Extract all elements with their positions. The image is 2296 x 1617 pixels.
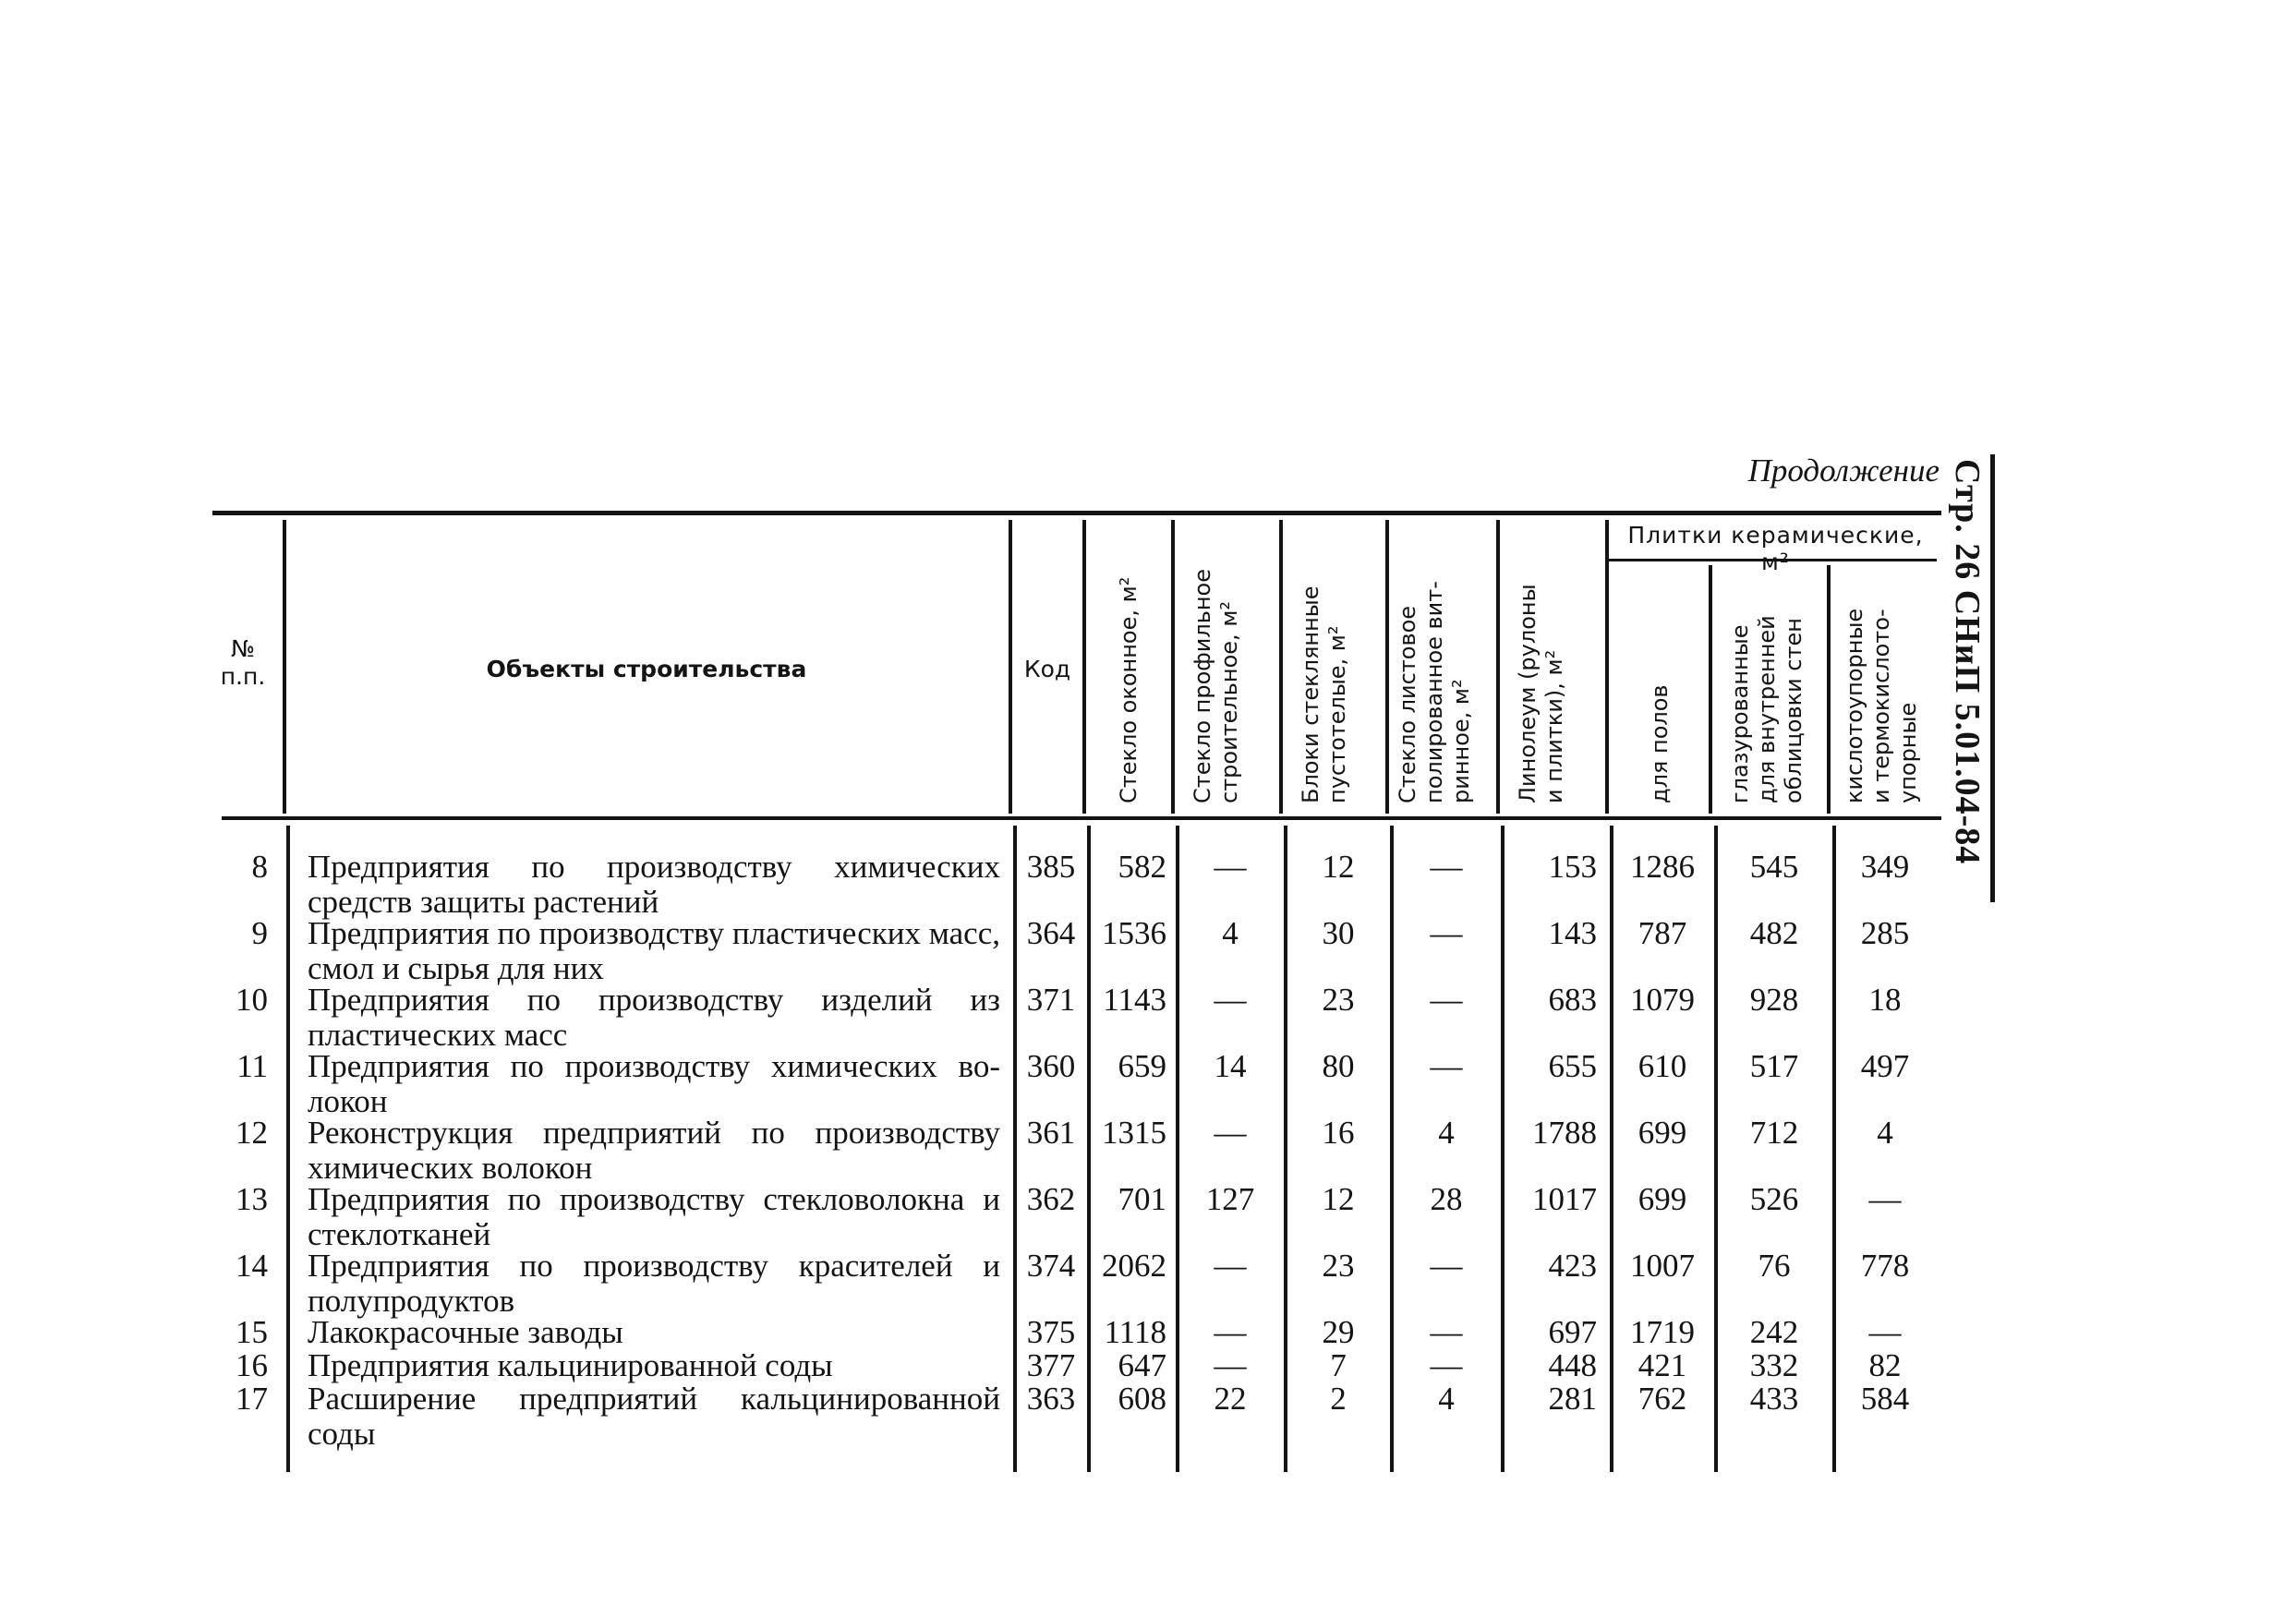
glass-blocks-cell: 12	[1322, 849, 1355, 885]
linoleum-cell: 423	[1548, 1248, 1597, 1284]
glass-blocks-cell: 30	[1322, 915, 1355, 951]
row-number: 13	[236, 1181, 268, 1217]
code-cell: 371	[1026, 982, 1076, 1018]
glass-profile-cell: —	[1214, 982, 1247, 1018]
col-divider	[1009, 520, 1012, 814]
linoleum-cell: 143	[1548, 915, 1597, 951]
header-code: Код	[1023, 656, 1071, 682]
glass-polished-cell: 28	[1430, 1181, 1463, 1217]
tiles-glazed-cell: 526	[1749, 1181, 1799, 1217]
header-tiles-floor: для полов	[1647, 684, 1673, 803]
glass-profile-cell: —	[1214, 1115, 1247, 1151]
linoleum-cell: 448	[1548, 1347, 1597, 1383]
linoleum-cell: 153	[1548, 849, 1597, 885]
object-name: Предприятия по производству химических средств защиты растений	[308, 849, 1000, 920]
code-cell: 362	[1026, 1181, 1076, 1217]
glass-window-cell: 1118	[1104, 1314, 1166, 1350]
linoleum-cell: 1017	[1532, 1181, 1597, 1217]
object-name: Предприятия по производству красителей и полупродуктов	[308, 1248, 1000, 1319]
glass-blocks-cell: 2	[1330, 1381, 1347, 1417]
glass-polished-cell: 4	[1438, 1381, 1455, 1417]
code-cell: 364	[1026, 915, 1076, 951]
tiles-floor-cell: 1079	[1630, 982, 1695, 1018]
object-name: Предприятия по производству стекловолокна и стеклотканей	[308, 1181, 1000, 1252]
glass-window-cell: 1143	[1103, 982, 1166, 1018]
tiles-glazed-cell: 928	[1749, 982, 1799, 1018]
glass-blocks-cell: 7	[1330, 1347, 1347, 1383]
tiles-floor-cell: 1719	[1630, 1314, 1695, 1350]
code-cell: 374	[1026, 1248, 1076, 1284]
glass-window-cell: 1315	[1102, 1115, 1166, 1151]
header-tiles-glazed: глазурованные для внутренней облицовки стен	[1727, 615, 1807, 803]
glass-polished-cell: —	[1430, 915, 1463, 951]
tiles-floor-cell: 699	[1637, 1115, 1687, 1151]
tiles-acid-cell: 349	[1860, 849, 1910, 885]
header-linoleum: Линолеум (рулоны и плитки), м²	[1515, 584, 1567, 803]
tiles-acid-cell: 4	[1877, 1115, 1893, 1151]
row-number: 10	[236, 982, 268, 1018]
glass-profile-cell: —	[1214, 1347, 1247, 1383]
col-divider	[1171, 520, 1175, 814]
tiles-glazed-cell: 482	[1749, 915, 1799, 951]
header-glass-window: Стекло оконное, м²	[1116, 576, 1142, 803]
continuation-label: Продолжение	[1747, 453, 1940, 489]
tiles-glazed-cell: 332	[1749, 1347, 1799, 1383]
row-number: 17	[236, 1381, 268, 1417]
tiles-floor-cell: 699	[1637, 1181, 1687, 1217]
linoleum-cell: 683	[1548, 982, 1597, 1018]
glass-blocks-cell: 23	[1322, 1248, 1355, 1284]
tiles-floor-cell: 421	[1637, 1347, 1687, 1383]
glass-window-cell: 1536	[1102, 915, 1166, 951]
object-name: Предприятия по производству изделий из пластических масс	[308, 982, 1000, 1053]
tiles-acid-cell: 497	[1860, 1048, 1910, 1084]
glass-blocks-cell: 29	[1322, 1314, 1355, 1350]
row-number: 12	[236, 1115, 268, 1151]
col-divider	[1605, 520, 1609, 814]
glass-polished-cell: —	[1430, 1248, 1463, 1284]
tiles-floor-cell: 610	[1637, 1048, 1687, 1084]
object-name: Предприятия по производству химических во-локон	[308, 1048, 1000, 1119]
glass-polished-cell: —	[1430, 1048, 1463, 1084]
tiles-glazed-cell: 517	[1749, 1048, 1799, 1084]
glass-window-cell: 582	[1118, 849, 1166, 885]
code-cell: 375	[1026, 1314, 1076, 1350]
col-divider	[1496, 520, 1500, 814]
header-bottom-rule	[222, 816, 1941, 820]
header-glass-profile: Стекло профильное строительное, м²	[1190, 568, 1242, 803]
row-number: 11	[236, 1048, 268, 1084]
linoleum-cell: 1788	[1532, 1115, 1597, 1151]
glass-polished-cell: —	[1430, 1314, 1463, 1350]
col-divider	[1827, 565, 1831, 814]
col-divider	[286, 826, 290, 1472]
header-tiles-group: Плитки керамические, м²	[1627, 522, 1924, 575]
glass-polished-cell: —	[1430, 849, 1463, 885]
row-number: 15	[236, 1314, 268, 1350]
code-cell: 385	[1026, 849, 1076, 885]
row-number: 8	[251, 849, 268, 885]
row-number: 9	[251, 915, 268, 951]
side-page-header: Стр. 26 СНиП 5.01.04-84	[1948, 459, 1987, 865]
tiles-acid-cell: —	[1868, 1181, 1902, 1217]
tiles-floor-cell: 787	[1637, 915, 1687, 951]
glass-window-cell: 647	[1118, 1347, 1166, 1383]
glass-window-cell: 608	[1118, 1381, 1166, 1417]
col-divider	[1385, 520, 1389, 814]
glass-profile-cell: —	[1214, 1248, 1247, 1284]
glass-profile-cell: 22	[1214, 1381, 1247, 1417]
tiles-acid-cell: 82	[1868, 1347, 1902, 1383]
object-name: Предприятия кальцинированной соды	[308, 1347, 833, 1383]
glass-window-cell: 2062	[1102, 1248, 1166, 1284]
col-divider	[1709, 565, 1712, 814]
header-glass-blocks: Блоки стеклянные пустотелые, м²	[1298, 585, 1350, 803]
tiles-glazed-cell: 545	[1749, 849, 1799, 885]
linoleum-cell: 697	[1548, 1314, 1597, 1350]
glass-window-cell: 659	[1118, 1048, 1166, 1084]
code-cell: 361	[1026, 1115, 1076, 1151]
object-name: Лакокрасочные заводы	[308, 1314, 623, 1350]
tiles-glazed-cell: 76	[1758, 1248, 1791, 1284]
tiles-acid-cell: 285	[1860, 915, 1910, 951]
tiles-glazed-cell: 712	[1749, 1115, 1799, 1151]
glass-blocks-cell: 16	[1322, 1115, 1355, 1151]
header-num: № п.п.	[220, 635, 266, 690]
glass-polished-cell: —	[1430, 982, 1463, 1018]
glass-blocks-cell: 80	[1322, 1048, 1355, 1084]
tiles-acid-cell: 778	[1860, 1248, 1910, 1284]
tiles-acid-cell: 584	[1860, 1381, 1910, 1417]
glass-profile-cell: 4	[1222, 915, 1239, 951]
tiles-floor-cell: 1007	[1630, 1248, 1695, 1284]
object-name: Расширение предприятий кальцинированной соды	[308, 1381, 1000, 1452]
object-name: Реконструкция предприятий по производству химических волокон	[308, 1115, 1000, 1186]
header-objects: Объекты строительства	[486, 656, 807, 682]
glass-polished-cell: —	[1430, 1347, 1463, 1383]
glass-profile-cell: —	[1214, 1314, 1247, 1350]
code-cell: 363	[1026, 1381, 1076, 1417]
tiles-acid-cell: 18	[1868, 982, 1902, 1018]
tiles-acid-cell: —	[1868, 1314, 1902, 1350]
linoleum-cell: 281	[1548, 1381, 1597, 1417]
header-glass-polished: Стекло листовое полированное вит- ринное, м²	[1395, 581, 1474, 803]
code-cell: 360	[1026, 1048, 1076, 1084]
glass-blocks-cell: 23	[1322, 982, 1355, 1018]
glass-profile-cell: —	[1214, 849, 1247, 885]
tiles-glazed-cell: 433	[1749, 1381, 1799, 1417]
side-rule	[1990, 454, 1995, 902]
col-divider	[283, 520, 286, 814]
col-divider	[1082, 520, 1086, 814]
glass-profile-cell: 127	[1205, 1181, 1255, 1217]
col-divider	[1279, 520, 1283, 814]
top-rule	[212, 511, 1941, 515]
object-name: Предприятия по производству пластических масс, смол и сырья для них	[308, 915, 1000, 986]
row-number: 14	[236, 1248, 268, 1284]
header-tiles-acid: кислотоупорные и термокислото- упорные	[1842, 608, 1921, 803]
glass-blocks-cell: 12	[1322, 1181, 1355, 1217]
code-cell: 377	[1026, 1347, 1076, 1383]
tiles-glazed-cell: 242	[1749, 1314, 1799, 1350]
glass-profile-cell: 14	[1214, 1048, 1247, 1084]
linoleum-cell: 655	[1548, 1048, 1597, 1084]
tiles-floor-cell: 762	[1637, 1381, 1687, 1417]
glass-window-cell: 701	[1118, 1181, 1166, 1217]
glass-polished-cell: 4	[1438, 1115, 1455, 1151]
tiles-floor-cell: 1286	[1630, 849, 1695, 885]
row-number: 16	[236, 1347, 268, 1383]
